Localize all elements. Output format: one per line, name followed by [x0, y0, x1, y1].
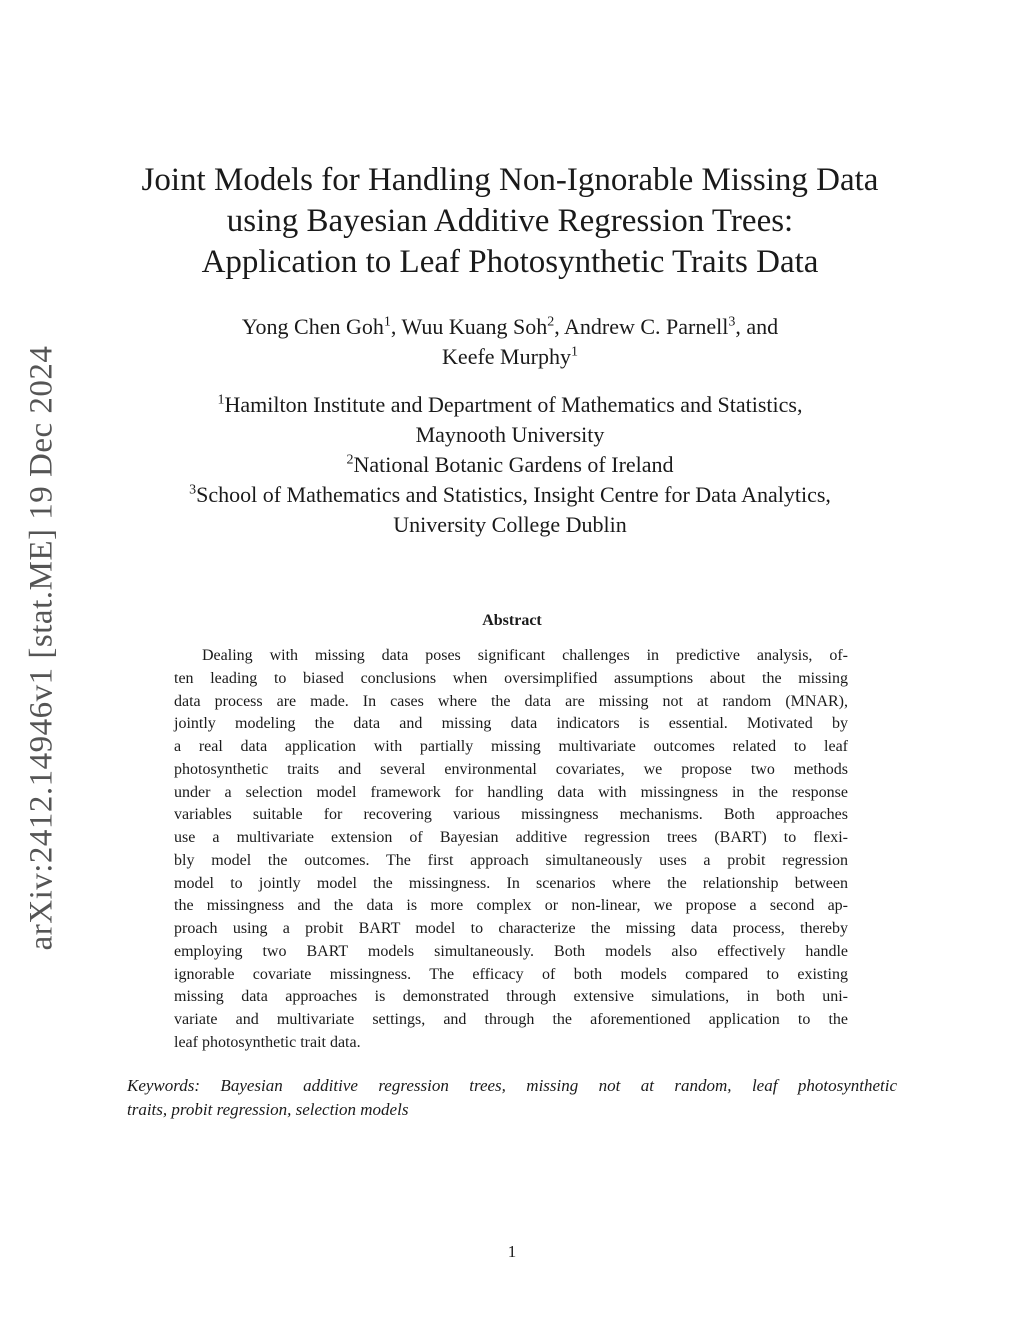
author-name: , Andrew C. Parnell — [554, 314, 729, 339]
arxiv-side-stamp: arXiv:2412.14946v1 [stat.ME] 19 Dec 2024 — [23, 345, 60, 951]
abstract-line: jointly modeling the data and missing data indicators is essential. Motivated by — [174, 715, 848, 733]
abstract-body — [174, 645, 848, 1055]
affiliation-list — [90, 390, 930, 540]
affiliation-marker: 1 — [570, 344, 578, 360]
abstract-heading: Abstract — [482, 612, 542, 629]
affiliation-line — [90, 420, 930, 450]
abstract-line: bly model the outcomes. The first approach simultaneously uses a probit regression — [174, 851, 848, 869]
affiliation-text: University College Dublin — [393, 512, 627, 537]
title-line: Joint Models for Handling Non-Ignorable Missing Data — [141, 162, 879, 198]
author-name: Yong Chen Goh — [241, 314, 384, 339]
affiliation-text: National Botanic Gardens of Ireland — [353, 452, 674, 477]
abstract-line: proach using a probit BART model to characterize the missing data process, thereby — [174, 920, 848, 937]
keywords — [127, 1074, 897, 1122]
abstract-line: ignorable covariate missingness. The efficacy of both models compared to existing — [174, 965, 848, 983]
keywords-line: traits, probit regression, selection models — [127, 1100, 409, 1119]
paper-title — [110, 160, 910, 283]
affiliation-marker: 2 — [547, 314, 555, 330]
abstract-line: variables suitable for recovering various missingness mechanisms. Both approaches — [174, 806, 848, 824]
abstract-line: leaf photosynthetic trait data. — [174, 1033, 361, 1051]
author-list — [150, 312, 870, 372]
abstract-line: under a selection model framework for handling data with missingness in the response — [174, 783, 848, 801]
author-line — [150, 342, 870, 372]
abstract-line: data process are made. In cases where the data are missing not at random (MNAR), — [174, 692, 848, 710]
author-conjunction: , and — [735, 314, 779, 339]
abstract-line: the missingness and the data is more complex or non-linear, we propose a second ap- — [174, 897, 848, 915]
affiliation-line — [90, 390, 930, 420]
affiliation-marker: 1 — [217, 392, 225, 408]
abstract-line: ten leading to biased conclusions when oversimplified assumptions about the missing — [174, 669, 848, 687]
abstract-line: missing data approaches is demonstrated through extensive simulations, in both uni- — [174, 988, 848, 1006]
affiliation-text: Maynooth University — [415, 422, 605, 447]
affiliation-marker: 3 — [728, 314, 736, 330]
affiliation-text: School of Mathematics and Statistics, Insight Centre for Data Analytics, — [196, 482, 831, 507]
title-line: using Bayesian Additive Regression Trees: — [226, 203, 794, 239]
affiliation-line — [90, 510, 930, 540]
abstract-line: use a multivariate extension of Bayesian additive regression trees (BART) to flexi- — [174, 829, 848, 846]
affiliation-text: Hamilton Institute and Department of Mathematics and Statistics, — [224, 392, 803, 417]
affiliation-marker: 3 — [189, 482, 197, 498]
author-name: Keefe Murphy — [442, 344, 571, 369]
affiliation-marker: 1 — [383, 314, 391, 330]
author-line — [150, 312, 870, 342]
affiliation-line — [90, 450, 930, 480]
abstract-line: photosynthetic traits and several environmental covariates, we propose two methods — [174, 760, 848, 778]
affiliation-line — [90, 480, 930, 510]
author-name: , Wuu Kuang Soh — [390, 314, 548, 339]
abstract-line: Dealing with missing data poses significant challenges in predictive analysis, of- — [202, 647, 848, 664]
abstract-line: a real data application with partially missing multivariate outcomes related to leaf — [174, 738, 848, 755]
abstract-line: variate and multivariate settings, and through the aforementioned application to the — [174, 1011, 848, 1028]
keywords-line: Keywords: Bayesian additive regression trees, missing not at random, leaf photosynthetic — [127, 1076, 897, 1095]
page-number: 1 — [507, 1242, 517, 1261]
title-line: Application to Leaf Photosynthetic Traits Data — [201, 244, 819, 280]
abstract-line: employing two BART models simultaneously. Both models also effectively handle — [174, 942, 848, 960]
affiliation-marker: 2 — [346, 452, 354, 468]
abstract-line: model to jointly model the missingness. In scenarios where the relationship between — [174, 874, 848, 892]
